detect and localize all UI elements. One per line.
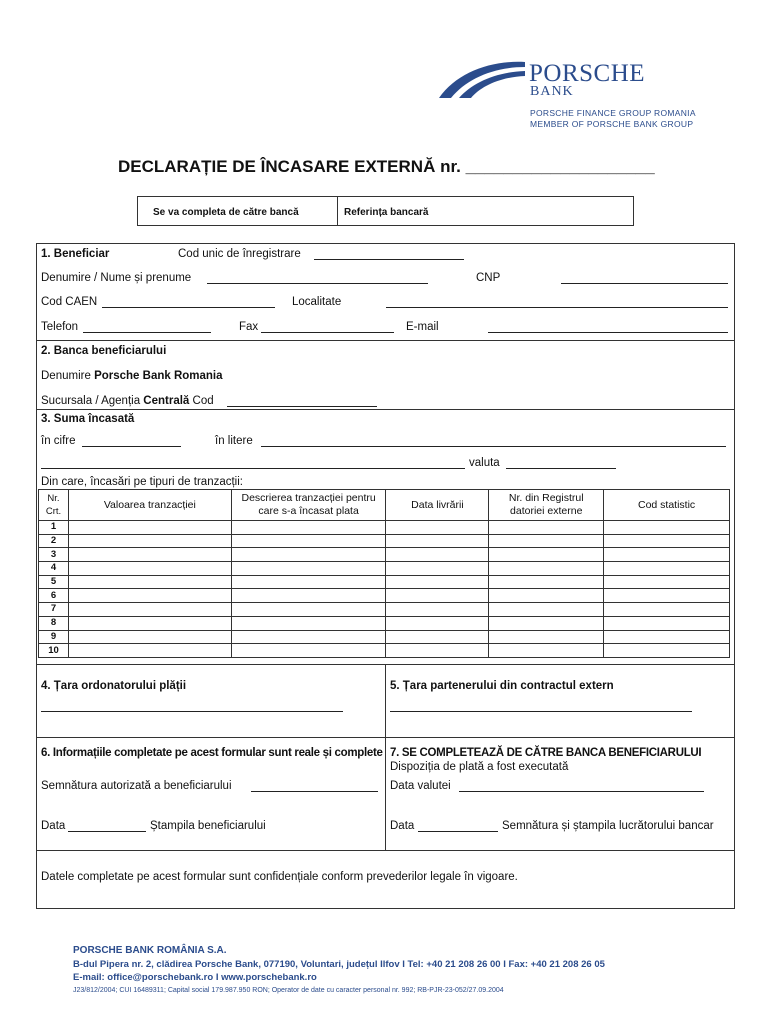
footer-legal: J23/812/2004; CUI 16489311; Capital social 179.987.950 RON; Operator de date cu caracter personal nr. 992; RB-PJR-23-052/27.09.2004 xyxy=(73,987,504,994)
table-cell[interactable] xyxy=(604,644,730,658)
stampila-label: Ștampila beneficiarului xyxy=(150,820,266,832)
table-cell[interactable] xyxy=(68,575,231,589)
s5-heading: 5. Țara partenerului din contractul extern xyxy=(390,680,614,692)
table-cell[interactable] xyxy=(386,603,489,617)
table-row xyxy=(39,548,730,562)
table-cell[interactable] xyxy=(489,589,604,603)
row-number: 1 xyxy=(39,521,69,535)
row-number: 8 xyxy=(39,616,69,630)
table-cell[interactable] xyxy=(604,521,730,535)
bank-name-row xyxy=(41,369,223,383)
tara-ordonator-field[interactable] xyxy=(41,711,343,712)
table-cell[interactable] xyxy=(604,562,730,576)
table-cell[interactable] xyxy=(489,562,604,576)
table-cell[interactable] xyxy=(489,630,604,644)
table-cell[interactable] xyxy=(489,616,604,630)
table-row xyxy=(39,521,730,535)
table-row xyxy=(39,603,730,617)
table-cell[interactable] xyxy=(231,589,386,603)
in-litere-label: în litere xyxy=(215,435,253,447)
col-data-livrarii: Data livrării xyxy=(386,490,489,521)
bank-box xyxy=(137,196,634,226)
table-cell[interactable] xyxy=(231,616,386,630)
tara-partener-field[interactable] xyxy=(390,711,692,712)
table-cell[interactable] xyxy=(489,575,604,589)
table-cell[interactable] xyxy=(231,575,386,589)
denumire-label: Denumire / Nume și prenume xyxy=(41,272,192,284)
table-cell[interactable] xyxy=(489,644,604,658)
table-cell[interactable] xyxy=(604,589,730,603)
in-litere-continuation-field[interactable] xyxy=(41,468,465,469)
col-cod-statistic: Cod statistic xyxy=(604,490,730,521)
data-valutei-field[interactable] xyxy=(459,791,704,792)
table-cell[interactable] xyxy=(386,644,489,658)
table-cell[interactable] xyxy=(68,589,231,603)
cod-caen-label: Cod CAEN xyxy=(41,296,98,308)
table-cell[interactable] xyxy=(231,548,386,562)
row-number: 2 xyxy=(39,534,69,548)
denumire-field[interactable] xyxy=(207,283,428,284)
table-cell[interactable] xyxy=(386,521,489,535)
cod-label: Cod xyxy=(192,395,214,407)
table-cell[interactable] xyxy=(386,589,489,603)
bank-box-label: Se va completa de către bancă xyxy=(153,207,299,218)
table-cell[interactable] xyxy=(68,616,231,630)
logo-bank: BANK xyxy=(530,84,574,99)
s6-data-field[interactable] xyxy=(68,831,146,832)
table-row xyxy=(39,589,730,603)
footer-contact: E-mail: office@porschebank.ro I www.porschebank.ro xyxy=(73,972,317,983)
localitate-label: Localitate xyxy=(292,296,342,308)
sucursala-label: Sucursala / Agenția xyxy=(41,395,141,407)
bank-ref-label: Referința bancară xyxy=(344,207,429,218)
table-cell[interactable] xyxy=(604,534,730,548)
table-cell[interactable] xyxy=(231,534,386,548)
col-nr-registru: Nr. din Registrul datoriei externe xyxy=(489,490,604,521)
table-cell[interactable] xyxy=(386,562,489,576)
confidential-note: Datele completate pe acest formular sunt confidențiale conform prevederilor legale în vigoare. xyxy=(41,871,518,883)
s6-heading: 6. Informațiile completate pe acest formular sunt reale și complete xyxy=(41,747,383,759)
cnp-field[interactable] xyxy=(561,283,728,284)
semnatura-autorizata-label: Semnătura autorizată a beneficiarului xyxy=(41,780,232,792)
semnatura-autorizata-field[interactable] xyxy=(251,791,378,792)
localitate-field[interactable] xyxy=(386,307,728,308)
bank-name-value: Porsche Bank Romania xyxy=(94,370,223,382)
table-cell[interactable] xyxy=(68,630,231,644)
s6-data-label: Data xyxy=(41,820,66,832)
table-cell[interactable] xyxy=(231,630,386,644)
row-number: 6 xyxy=(39,589,69,603)
s4-heading: 4. Țara ordonatorului plății xyxy=(41,680,187,692)
col-descrierea: Descrierea tranzacției pentru care s-a încasat plata xyxy=(231,490,386,521)
data-valutei-label: Data valutei xyxy=(390,780,451,792)
table-row xyxy=(39,575,730,589)
table-cell[interactable] xyxy=(604,630,730,644)
din-care-label: Din care, încasări pe tipuri de tranzacții: xyxy=(41,476,243,488)
sucursala-cod-field[interactable] xyxy=(227,406,377,407)
s7-heading: 7. SE COMPLETEAZĂ DE CĂTRE BANCA BENEFICIARULUI xyxy=(390,747,702,759)
row-number: 7 xyxy=(39,603,69,617)
footer-address: B-dul Pipera nr. 2, clădirea Porsche Bank, 077190, Voluntari, județul Ilfov I Tel: +40 21 208 26 00 I Fax: +40 21 208 26 05 xyxy=(73,959,605,970)
footer-company: PORSCHE BANK ROMÂNIA S.A. xyxy=(73,945,227,956)
sucursala-value: Centrală xyxy=(143,395,190,407)
table-cell[interactable] xyxy=(386,616,489,630)
table-cell[interactable] xyxy=(604,575,730,589)
table-header-row xyxy=(39,490,730,521)
table-row xyxy=(39,562,730,576)
s2-heading: 2. Banca beneficiarului xyxy=(41,345,167,357)
table-cell[interactable] xyxy=(68,603,231,617)
table-cell[interactable] xyxy=(604,548,730,562)
row-number: 5 xyxy=(39,575,69,589)
fax-label: Fax xyxy=(239,321,259,333)
bank-name-label: Denumire xyxy=(41,370,91,382)
telefon-label: Telefon xyxy=(41,321,79,333)
table-cell[interactable] xyxy=(231,562,386,576)
table-row xyxy=(39,630,730,644)
s1-heading: 1. Beneficiar xyxy=(41,248,110,260)
table-cell[interactable] xyxy=(489,521,604,535)
transactions-table xyxy=(38,489,730,658)
cod-unic-label: Cod unic de înregistrare xyxy=(178,248,301,260)
s7-data-field[interactable] xyxy=(418,831,498,832)
porsche-bank-logo-icon xyxy=(437,58,527,102)
s3-heading: 3. Suma încasată xyxy=(41,413,135,425)
valuta-label: valuta xyxy=(469,457,500,469)
table-cell[interactable] xyxy=(68,548,231,562)
table-cell[interactable] xyxy=(489,603,604,617)
cnp-label: CNP xyxy=(476,272,501,284)
dispozitia-label: Dispoziția de plată a fost executată xyxy=(390,761,569,773)
table-row xyxy=(39,616,730,630)
table-cell[interactable] xyxy=(68,521,231,535)
table-row xyxy=(39,644,730,658)
in-litere-field[interactable] xyxy=(261,446,726,447)
sucursala-row xyxy=(41,394,214,408)
logo-sub-1: PORSCHE FINANCE GROUP ROMANIA xyxy=(530,108,696,118)
row-number: 9 xyxy=(39,630,69,644)
page-title: DECLARAȚIE DE ÎNCASARE EXTERNĂ nr. ____________________ xyxy=(118,157,655,176)
semnatura-lucrator-label: Semnătura și ștampila lucrătorului bancar xyxy=(502,820,714,832)
table-cell[interactable] xyxy=(386,575,489,589)
telefon-field[interactable] xyxy=(83,332,211,333)
logo-sub-2: MEMBER OF PORSCHE BANK GROUP xyxy=(530,119,694,129)
table-cell[interactable] xyxy=(489,548,604,562)
in-cifre-field[interactable] xyxy=(82,446,181,447)
valuta-field[interactable] xyxy=(506,468,616,469)
logo-name: PORSCHE xyxy=(529,60,646,87)
cod-caen-field[interactable] xyxy=(102,307,275,308)
table-cell[interactable] xyxy=(68,534,231,548)
email-label: E-mail xyxy=(406,321,439,333)
email-field[interactable] xyxy=(488,332,728,333)
table-cell[interactable] xyxy=(231,644,386,658)
table-cell[interactable] xyxy=(68,562,231,576)
table-cell[interactable] xyxy=(231,521,386,535)
cod-unic-field[interactable] xyxy=(314,259,464,260)
table-cell[interactable] xyxy=(386,534,489,548)
table-cell[interactable] xyxy=(604,616,730,630)
row-number: 3 xyxy=(39,548,69,562)
table-cell[interactable] xyxy=(231,603,386,617)
row-number: 10 xyxy=(39,644,69,658)
table-cell[interactable] xyxy=(386,630,489,644)
in-cifre-label: în cifre xyxy=(41,435,76,447)
col-nr-crt: Nr. Crt. xyxy=(39,490,69,521)
s7-data-label: Data xyxy=(390,820,415,832)
table-row xyxy=(39,534,730,548)
table-cell[interactable] xyxy=(68,644,231,658)
table-cell[interactable] xyxy=(489,534,604,548)
fax-field[interactable] xyxy=(261,332,394,333)
table-cell[interactable] xyxy=(604,603,730,617)
row-number: 4 xyxy=(39,562,69,576)
table-cell[interactable] xyxy=(386,548,489,562)
col-valoarea: Valoarea tranzacției xyxy=(68,490,231,521)
